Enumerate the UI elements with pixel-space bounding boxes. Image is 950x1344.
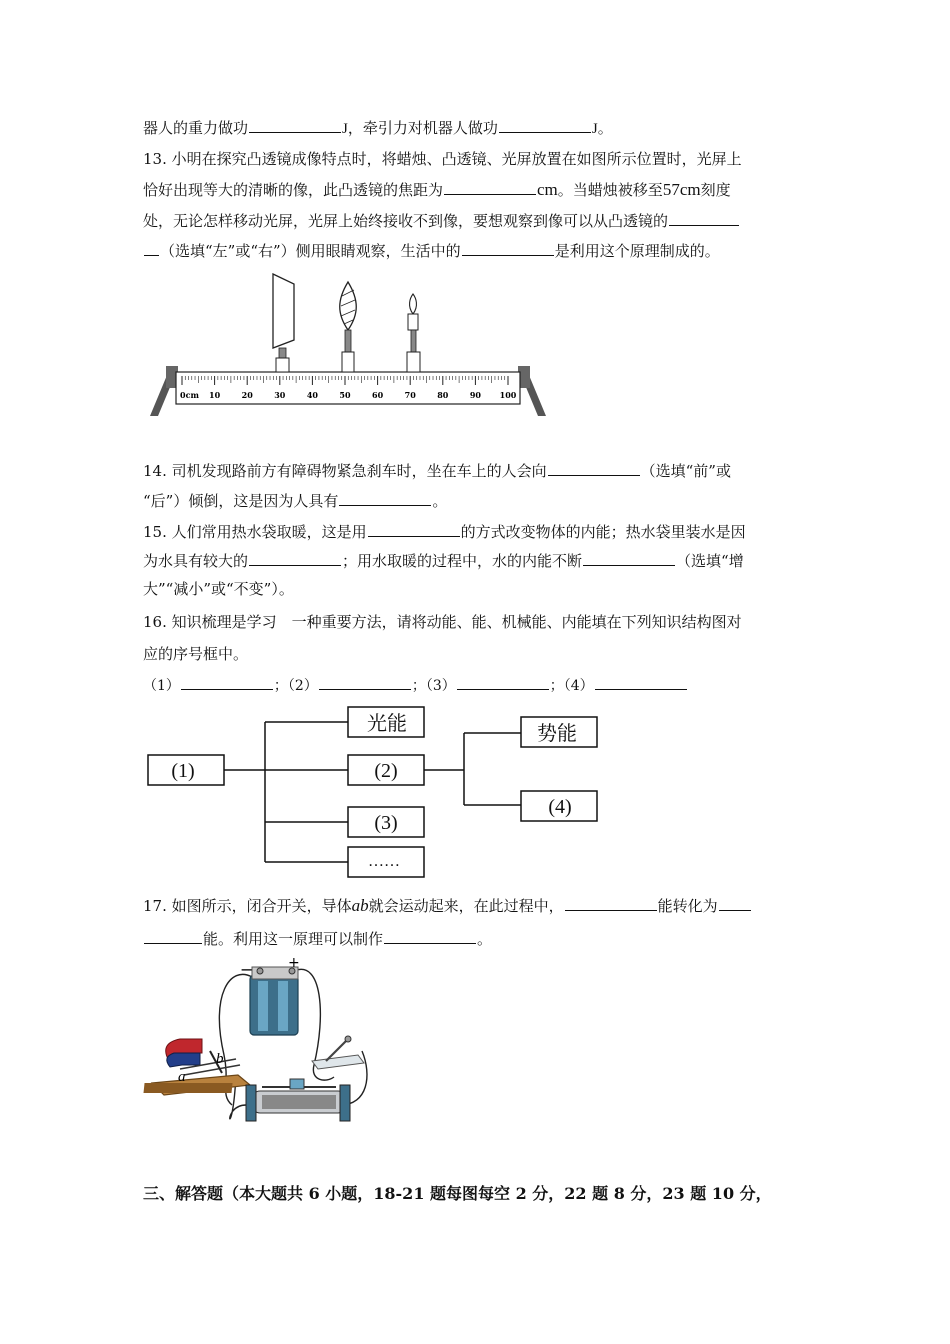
connector-left [224, 722, 348, 862]
box-4-label: (4) [548, 796, 572, 818]
q15-line-2: 为水具有较大的 ；用水取暖的过程中，水的内能不断 （选填“增 [143, 552, 744, 570]
battery-minus-label: − [240, 960, 254, 979]
q15-line-1: 15. 人们常用热水袋取暖，这是用 的方式改变物体的内能；热水袋里装水是因 [143, 523, 746, 541]
ruler-tick-label: 20 [241, 390, 253, 400]
box-3-label: (3) [374, 812, 398, 834]
q14-line-1: 14. 司机发现路前方有障碍物紧急刹车时，坐在车上的人会向 （选填“前”或 [143, 462, 731, 480]
battery [250, 967, 298, 1035]
ruler-tick-label: 80 [437, 390, 449, 400]
ruler-tick-label: 10 [209, 390, 221, 400]
conductor-a-label: a [178, 1069, 186, 1085]
q16-line-2: 应的序号框中。 [143, 645, 249, 663]
energy-to-blank-cont[interactable] [144, 928, 202, 944]
ruler-tick-label: 30 [274, 390, 286, 400]
box-2-label: (2) [374, 760, 398, 782]
q17-line-2: 能。利用这一原理可以制作 。 [143, 928, 492, 949]
energy-from-blank[interactable] [565, 895, 657, 911]
knife-switch [312, 1036, 364, 1069]
ruler-tick-label: 40 [306, 390, 318, 400]
q13-line-2: 恰好出现等大的清晰的像，此凸透镜的焦距为 cm。当蜡烛被移至57cm刻度 [143, 180, 731, 199]
ruler-tick-label: 0cm [180, 390, 199, 400]
rheostat [246, 1079, 350, 1121]
box-1-label: (1) [171, 760, 195, 782]
box-light-label: 光能 [367, 711, 407, 735]
q15-line-3: 大”“减小”或“不变”）。 [143, 580, 294, 598]
box-more-label: …… [368, 853, 400, 870]
q17-line-1: 17. 如图所示，闭合开关，导体ab就会运动起来，在此过程中， 能转化为 [143, 895, 752, 916]
q13-line-1: 13. 小明在探究凸透镜成像特点时，将蜡烛、凸透镜、光屏放置在如图所示位置时，光屏上 [143, 150, 742, 168]
q13-line-3: 处，无论怎样移动光屏，光屏上始终接收不到像，要想观察到像可以从凸透镜的 [143, 210, 740, 231]
q16-line-1: 16. 知识梳理是学习 一种重要方法，请将动能、能、机械能、内能填在下列知识结构图对 [143, 613, 742, 631]
section-3-heading: 三、解答题（本大题共 6 小题，18-21 题每图每空 2 分，22 题 8 分，23 题 10 分， [143, 1184, 772, 1203]
battery-plus-label: + [288, 955, 300, 971]
magnet-setup [143, 1039, 250, 1095]
q14-line-2: “后”）倾倒，这是因为人具有 。 [143, 492, 448, 510]
connector-right [424, 733, 521, 805]
ruler-tick-label: 50 [339, 390, 351, 400]
ruler-tick-label: 90 [469, 390, 481, 400]
q16-answers: （1） ；（2） ；（3） ；（4） [143, 674, 688, 696]
device-blank-2[interactable] [384, 928, 476, 944]
q12-line: 器人的重力做功 J，牵引力对机器人做功 J。 [143, 119, 613, 137]
ruler-tick-label: 70 [404, 390, 416, 400]
conductor-b-label: b [216, 1051, 224, 1067]
q13-line-4: （选填“左”或“右”）侧用眼睛观察，生活中的 是利用这个原理制成的。 [143, 240, 720, 261]
ruler-tick-label: 60 [372, 390, 384, 400]
motor-circuit-figure [140, 955, 380, 1145]
energy-to-blank[interactable] [719, 895, 751, 911]
box-potential-label: 势能 [537, 721, 577, 745]
ruler-tick-label: 100 [499, 390, 517, 400]
